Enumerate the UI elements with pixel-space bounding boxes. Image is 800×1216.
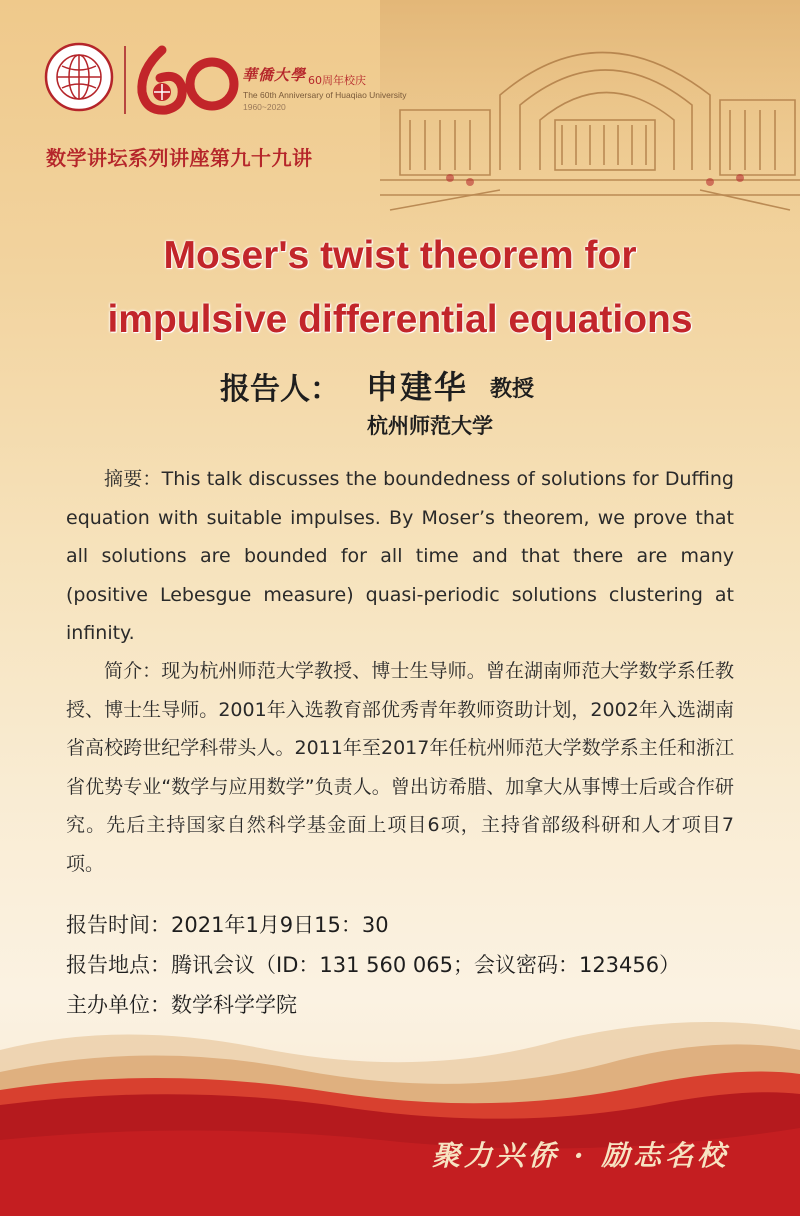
logo-divider (124, 46, 126, 114)
university-name-calligraphy: 華僑大學 (242, 66, 307, 84)
anniversary-60-logo (132, 40, 242, 118)
abstract-text: This talk discusses the boundedness of solutions for Duffing equation with suitable impulses. By Moser’s theorem, we prove that all solutions are bounded for all time and that there are many (positive Lebesgue measure) quasi-periodic solutions clustering at infinity. (66, 468, 734, 644)
speaker-label: 报告人： (220, 372, 340, 407)
event-info (66, 905, 680, 1025)
talk-title-line-1: Moser's twist theorem for (163, 234, 637, 277)
anniversary-cn-text: 60周年校庆 (308, 74, 366, 87)
anniversary-years-text: 1960~2020 (243, 102, 286, 112)
bio-label: 简介： (104, 660, 162, 682)
bottom-wave-decoration (0, 1010, 800, 1216)
footer-motto: 聚力兴侨 · 励志名校 (432, 1139, 730, 1172)
event-venue: 报告地点：腾讯会议（ID：131 560 065；会议密码：123456） (66, 953, 681, 977)
event-time: 报告时间：2021年1月9日15：30 (66, 913, 389, 937)
abstract-paragraph (66, 460, 734, 653)
event-host: 主办单位：数学科学学院 (66, 993, 297, 1017)
bio-paragraph (66, 652, 734, 883)
speaker-affiliation: 杭州师范大学 (367, 414, 493, 438)
campus-gate-sketch-image (380, 0, 800, 235)
lecture-series-title: 数学讲坛系列讲座第九十九讲 (46, 146, 313, 170)
bio-text: 现为杭州师范大学教授、博士生导师。曾在湖南师范大学数学系任教授、博士生导师。2001年入选教育部优秀青年教师资助计划，2002年入选湖南省高校跨世纪学科带头人。2011年至2017年任杭州师范大学数学系主任和浙江省优势专业“数学与应用数学”负责人。曾出访希腊、加拿大从事博士后或合作研究。先后主持国家自然科学基金面上项目6项，主持省部级科研和人才项目7项。 (66, 660, 734, 875)
speaker-title: 教授 (490, 377, 535, 402)
abstract-label: 摘要： (104, 468, 162, 490)
talk-title-line-2: impulsive differential equations (107, 298, 693, 341)
anniversary-en-text: The 60th Anniversary of Huaqiao University (243, 90, 407, 100)
university-seal-logo (44, 42, 114, 112)
talk-title (0, 224, 800, 352)
speaker-name: 申建华 (366, 368, 469, 406)
